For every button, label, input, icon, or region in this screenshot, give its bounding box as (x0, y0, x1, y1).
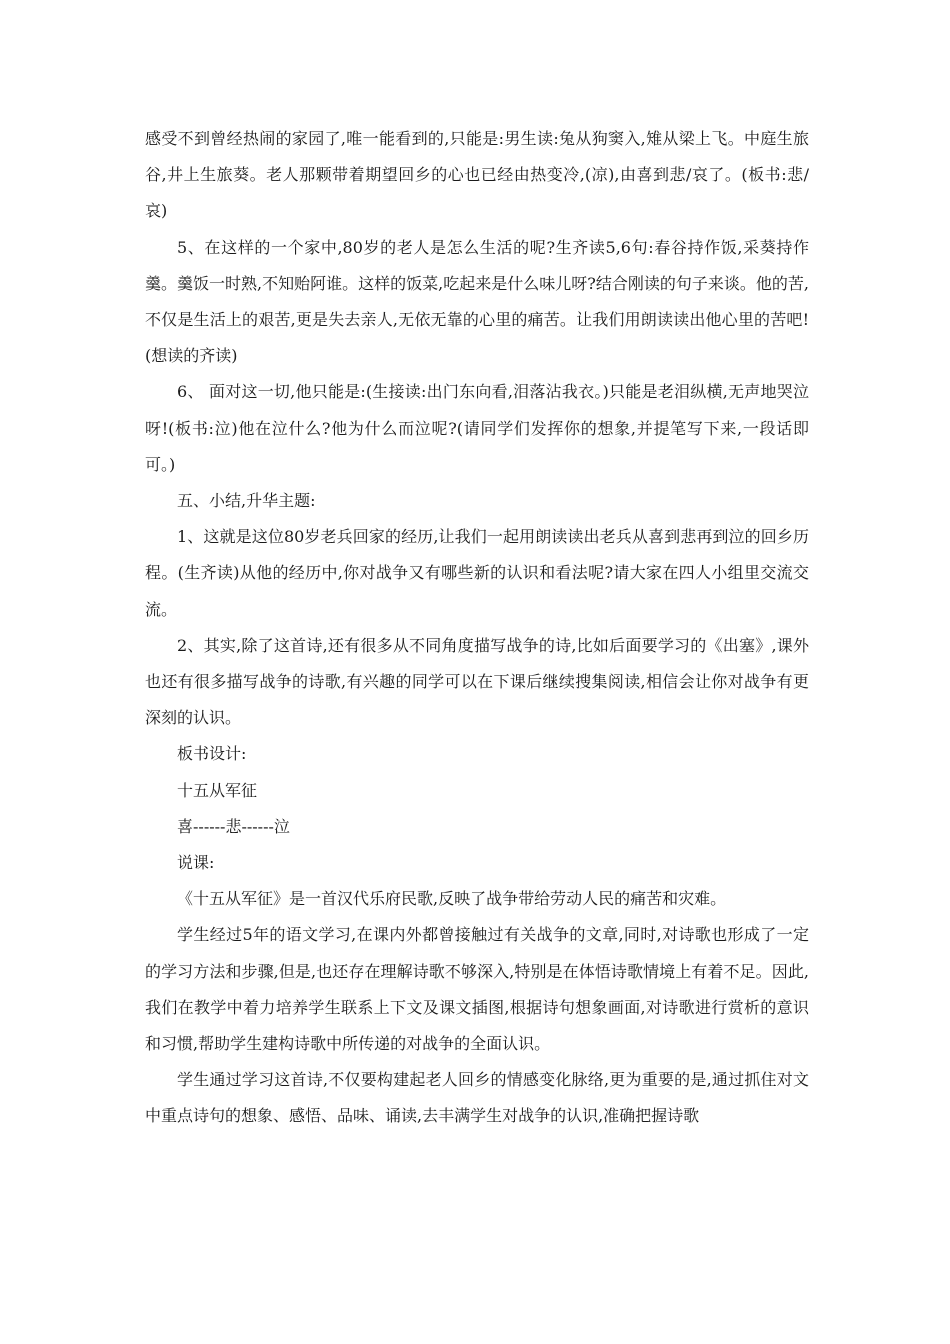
section-heading-summary: 五、小结,升华主题: (177, 491, 316, 511)
paragraph-summary-2: 2、其实,除了这首诗,还有很多从不同角度描写战争的诗,比如后面要学习的《出塞》,课外也还有很多描写战争的诗歌,有兴趣的同学可以在下课后继续搜集阅读,相信会让你对战争有更深刻的认识。 (145, 635, 809, 728)
lecture-paragraph-2: 学生经过5年的语文学习,在课内外都曾接触过有关战争的文章,同时,对诗歌也形成了一定的学习方法和步骤,但是,也还存在理解诗歌不够深入,特别是在体悟诗歌情境上有着不足。因此,我们在教学中着力培养学生联系上下文及课文插图,根据诗句想象画面,对诗歌进行赏析的意识和习惯,帮助学生建构诗歌中所传递的对战争的全面认识。 (145, 925, 809, 1054)
paragraph-item-6: 6、 面对这一切,他只能是:(生接读:出门东向看,泪落沾我衣。)只能是老泪纵横,无声地哭泣呀!(板书:泣)他在泣什么?他为什么而泣呢?(请同学们发挥你的想象,并提笔写下来,一段话即可。) (145, 382, 809, 474)
document-body (145, 121, 809, 1135)
lecture-paragraph-3: 学生通过学习这首诗,不仅要构建起老人回乡的情感变化脉络,更为重要的是,通过抓住对文中重点诗句的想象、感悟、品味、诵读,去丰满学生对战争的认识,准确把握诗歌 (145, 1070, 809, 1126)
paragraph-item-5: 5、在这样的一个家中,80岁的老人是怎么生活的呢?生齐读5,6句:春谷持作饭,采葵持作羹。羹饭一时熟,不知贻阿谁。这样的饭菜,吃起来是什么味儿呀?结合刚读的句子来谈。他的苦,不仅是生活上的艰苦,更是失去亲人,无依无靠的心里的痛苦。让我们用朗读读出他心里的苦吧!(想读的齐读) (145, 237, 809, 366)
board-design-flow: 喜------悲------泣 (177, 816, 290, 836)
board-design-title: 十五从军征 (177, 780, 258, 800)
lecture-paragraph-1: 《十五从军征》是一首汉代乐府民歌,反映了战争带给劳动人民的痛苦和灾难。 (177, 889, 727, 909)
board-design-heading: 板书设计: (177, 744, 247, 764)
lecture-heading: 说课: (177, 853, 215, 873)
paragraph-summary-1: 1、这就是这位80岁老兵回家的经历,让我们一起用朗读读出老兵从喜到悲再到泣的回乡历程。(生齐读)从他的经历中,你对战争又有哪些新的认识和看法呢?请大家在四人小组里交流交流。 (145, 527, 809, 619)
paragraph-continued-text: 感受不到曾经热闹的家园了,唯一能看到的,只能是:男生读:兔从狗窦入,雉从梁上飞。中庭生旅谷,井上生旅葵。老人那颗带着期望回乡的心也已经由热变冷,(凉),由喜到悲/哀了。(板书:悲/哀) (145, 129, 809, 221)
